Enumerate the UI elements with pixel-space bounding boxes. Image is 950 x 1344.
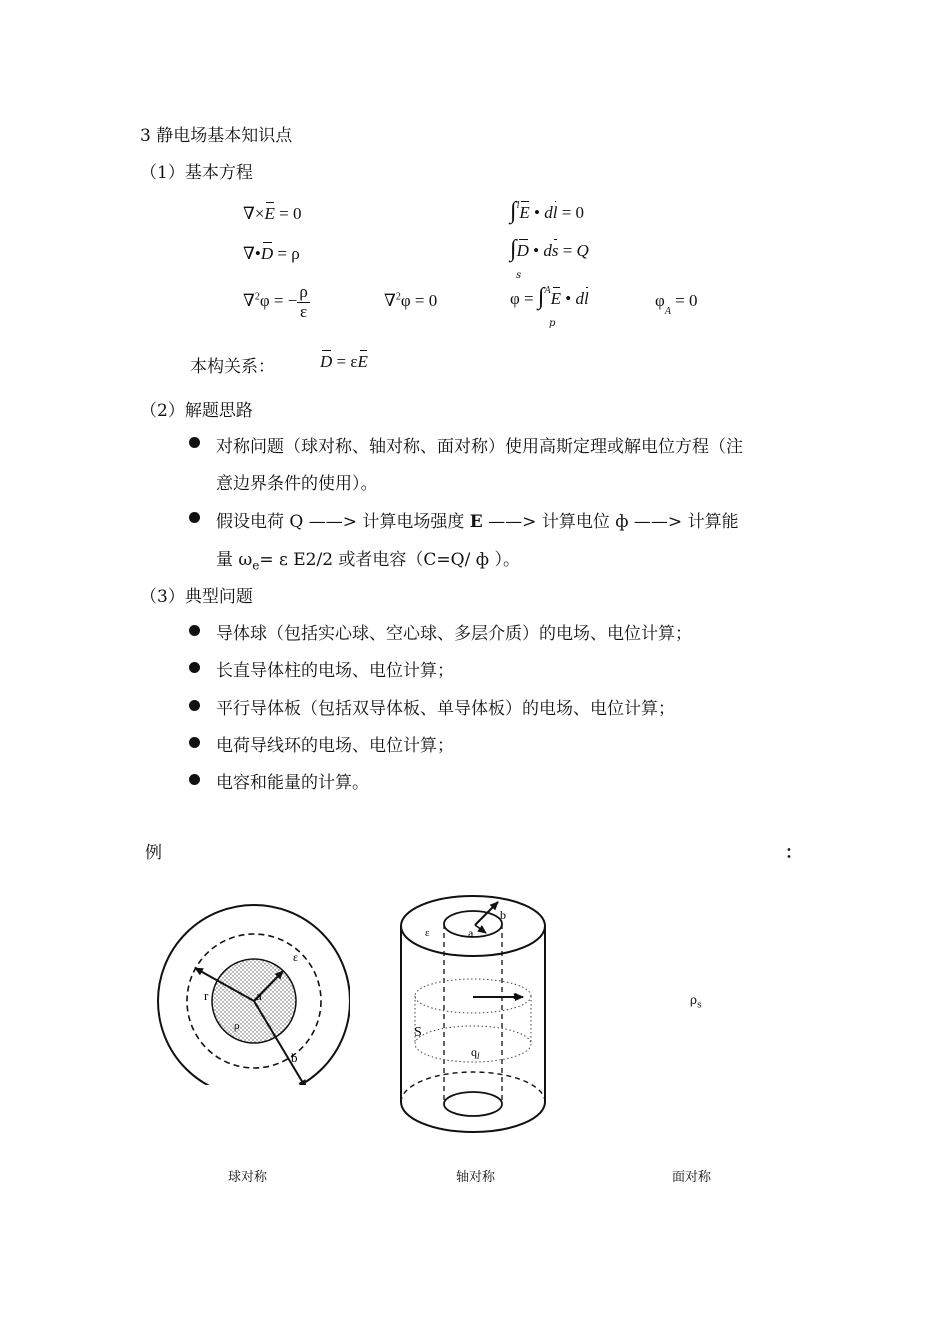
radius-b-arrow (475, 902, 498, 925)
div-d-equation: ∇•D = ρ (243, 244, 300, 263)
constitutive-label: 本构关系： (190, 357, 275, 377)
laplace-equation: ∇$^2$φ = 0 (384, 291, 438, 310)
bullet2-line2-a: 量 ω (216, 550, 253, 570)
label-q-sub: l (477, 1051, 480, 1061)
bullet-icon (189, 700, 200, 711)
problem-item: 长直导体柱的电场、电位计算； (216, 661, 454, 681)
bullet2-line2-sub: e (252, 558, 260, 573)
problem-item: 导体球（包括实心球、空心球、多层介质）的电场、电位计算； (216, 624, 692, 644)
part1-heading: （1）基本方程 (140, 163, 253, 183)
bullet2-line1-a: 假设电荷 Q ——> 计算电场强度 (216, 512, 470, 532)
part2-heading: （2）解题思路 (140, 401, 253, 421)
circulation-equation: ∫$^l$E • dl = 0 (510, 198, 585, 224)
cylinder-caption: 轴对称 (456, 1170, 496, 1185)
bullet-icon (189, 774, 200, 785)
label-r: r (204, 988, 209, 1003)
bullet-icon (189, 662, 200, 673)
inner-cylinder-bottom (444, 1092, 502, 1116)
label-q (471, 1045, 480, 1061)
approach-bullet1-line2: 意边界条件的使用）。 (216, 474, 378, 494)
bullet-icon (189, 437, 200, 448)
bullet-icon (189, 512, 200, 523)
label-epsilon: ε (293, 950, 299, 964)
cylinder-figure (395, 888, 555, 1138)
label-rho: ρ (234, 1020, 240, 1032)
approach-bullet2-line2 (216, 545, 520, 572)
bullet-icon (189, 737, 200, 748)
bullet-icon (189, 625, 200, 636)
section-title: 3 静电场基本知识点 (140, 126, 293, 146)
sphere-caption: 球对称 (228, 1170, 268, 1185)
bullet2-line1-c: ——> 计算电位 ф ——> 计算能 (482, 512, 739, 532)
example-colon: ： (785, 843, 802, 863)
reference-potential-equation: $\varphi_A = 0$ (655, 291, 698, 318)
label-a: a (256, 988, 262, 1003)
bullet2-line1-e: E (469, 512, 483, 532)
curl-e-equation: ∇×E = 0 (243, 204, 302, 223)
label-a: a (468, 926, 474, 940)
subscript-a: A (664, 306, 671, 318)
plane-rho: ρ (690, 993, 698, 1007)
bullet2-line2-b: = ε E2/2 或者电容（C=Q/ ф ）。 (259, 550, 520, 570)
superscript-a: A (544, 285, 551, 297)
part3-heading: （3）典型问题 (140, 587, 253, 607)
radius-a-arrow (475, 925, 486, 933)
approach-bullet2-line1 (216, 507, 739, 532)
subscript-l: l (516, 200, 520, 211)
outer-cylinder-bottom (401, 1102, 545, 1132)
outer-cylinder-bottom-hidden (401, 1072, 545, 1102)
potential-integral-equation: φ = ∫$^A$E • dl (510, 284, 589, 310)
subscript-p: p (549, 318, 556, 329)
sphere-figure (150, 885, 350, 1085)
label-b: b (291, 1050, 298, 1065)
label-q-main: q (471, 1045, 477, 1059)
gauss-law-equation: ∫D • ds = Q (510, 236, 589, 262)
label-epsilon: ε (425, 927, 430, 939)
constitutive-equation: D = εE (320, 352, 368, 371)
label-s: S (414, 1025, 422, 1040)
plane-rho-sub: s (697, 1000, 702, 1011)
plane-rho-label (690, 993, 702, 1010)
problem-item: 电荷导线环的电场、电位计算； (216, 736, 454, 756)
problem-item: 电容和能量的计算。 (216, 773, 369, 793)
poisson-equation: ∇$^2$φ = − $\frac{\rho}{\varepsilon}$ (243, 282, 308, 321)
approach-bullet1-line1: 对称问题（球对称、轴对称、面对称）使用高斯定理或解电位方程（注 (216, 437, 743, 457)
example-label: 例 (145, 843, 162, 863)
label-b: b (500, 908, 506, 922)
problem-item: 平行导体板（包括双导体板、单导体板）的电场、电位计算； (216, 699, 675, 719)
subscript-s: s (516, 270, 522, 281)
label-r: r (513, 988, 517, 1002)
plane-caption: 面对称 (672, 1170, 712, 1185)
